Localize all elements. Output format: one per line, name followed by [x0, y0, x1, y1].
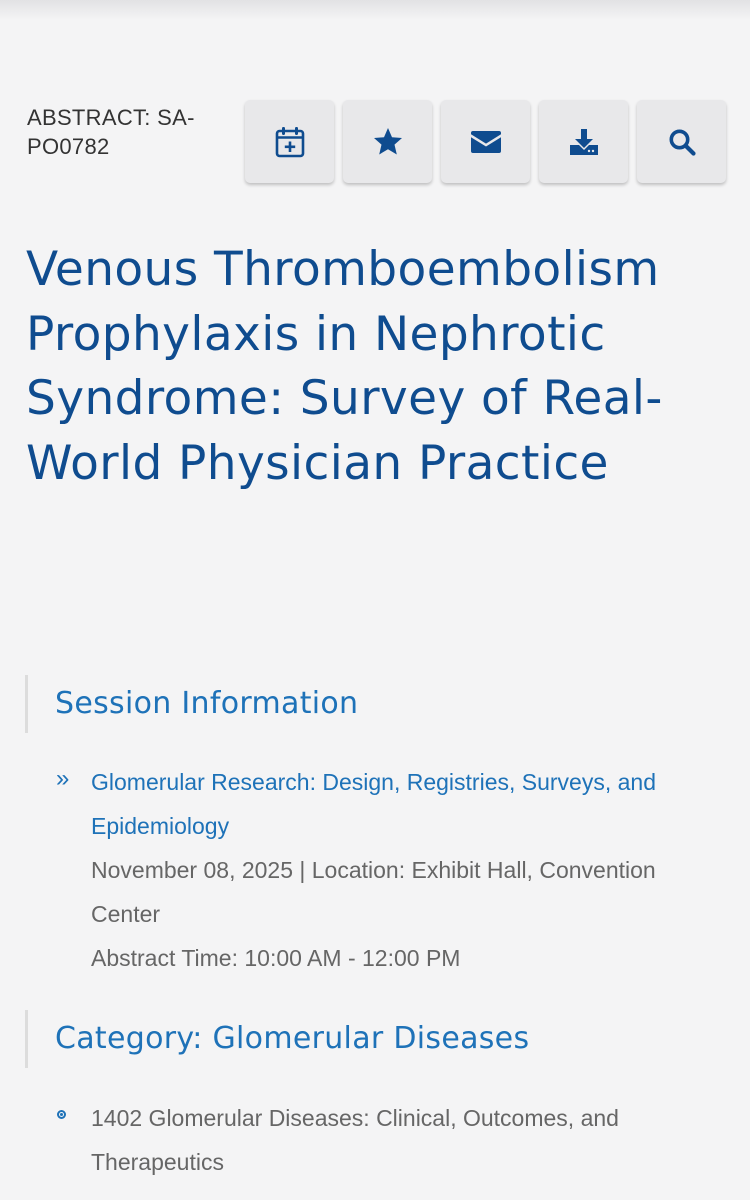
- bullet-dot-icon: [57, 1110, 66, 1119]
- top-bar-shadow: [0, 0, 750, 20]
- download-button[interactable]: [539, 100, 628, 183]
- search-icon: [668, 128, 696, 156]
- session-date-location: November 08, 2025 | Location: Exhibit Hall, Convention Center: [91, 857, 656, 927]
- category-item: 1402 Glomerular Diseases: Clinical, Outcomes, and Therapeutics: [91, 1105, 619, 1175]
- session-details: [91, 760, 691, 980]
- session-link[interactable]: Glomerular Research: Design, Registries, Surveys, and Epidemiology: [91, 769, 657, 839]
- category-heading: Category: Glomerular Diseases: [25, 1010, 529, 1068]
- category-details: [91, 1096, 691, 1184]
- session-info-heading: Session Information: [25, 675, 358, 733]
- abstract-title: Venous Thromboembolism Prophylaxis in Nephrotic Syndrome: Survey of Real-World Physician Practice: [26, 242, 663, 491]
- add-to-calendar-button[interactable]: [245, 100, 334, 183]
- search-button[interactable]: [637, 100, 726, 183]
- favorite-button[interactable]: [343, 100, 432, 183]
- envelope-icon: [470, 130, 502, 154]
- action-toolbar: [245, 100, 726, 183]
- calendar-plus-icon: [275, 126, 305, 158]
- email-button[interactable]: [441, 100, 530, 183]
- abstract-time: Abstract Time: 10:00 AM - 12:00 PM: [91, 945, 461, 971]
- download-icon: [569, 128, 599, 156]
- star-icon: [373, 127, 403, 156]
- abstract-id-label: ABSTRACT: SA-PO0782: [27, 105, 195, 159]
- double-chevron-right-icon: »: [56, 765, 70, 792]
